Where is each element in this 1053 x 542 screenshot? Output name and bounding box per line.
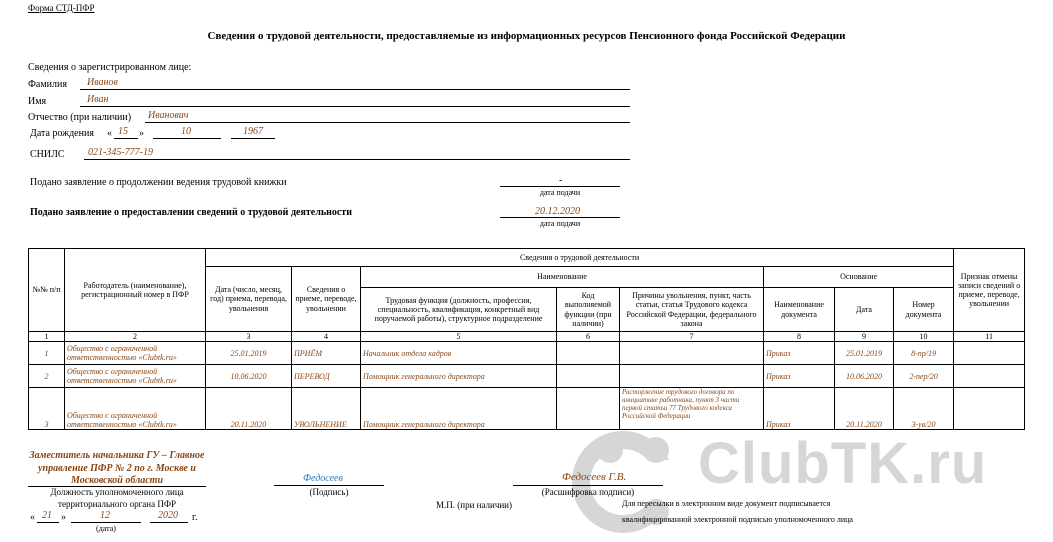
column-number: 8 <box>764 332 835 342</box>
stamp-label: М.П. (при наличии) <box>436 500 512 510</box>
sign-date-caption: (дата) <box>96 524 116 533</box>
header-code: Код выполняемой функции (при наличии) <box>557 288 620 332</box>
surname-value: Иванов <box>87 77 118 88</box>
sign-date-day: 21 <box>42 510 52 521</box>
row-doc-name: Приказ <box>764 342 835 365</box>
header-group: Сведения о трудовой деятельности <box>206 249 954 267</box>
column-numbers-row <box>29 332 1025 342</box>
sign-date-year: 2020 <box>158 510 178 521</box>
patronymic-label: Отчество (при наличии) <box>28 112 132 123</box>
dob-day: 15 <box>118 126 128 137</box>
position-caption-1: Должность уполномоченного лица <box>50 487 184 497</box>
header-basis-group: Основание <box>764 267 954 288</box>
row-event: УВОЛЬНЕНИЕ <box>292 388 361 430</box>
row-date: 10.06.2020 <box>206 365 292 388</box>
person-section-label: Сведения о зарегистрированном лице: <box>28 62 192 73</box>
row-reason: Расторжение трудового договора по инициативе работника, пункт 3 части первой статьи 77 Трудового кодекса Российской Федерации <box>620 388 764 430</box>
provide-application-value: 20.12.2020 <box>535 206 580 217</box>
row-employer: Общество с ограниченной ответственностью «Clubtk.ru» <box>65 388 206 430</box>
surname-label: Фамилия <box>28 79 67 90</box>
table-row <box>29 365 1025 388</box>
row-doc-number: 2-пер/20 <box>894 365 954 388</box>
row-doc-name: Приказ <box>764 365 835 388</box>
column-number: 2 <box>65 332 206 342</box>
dob-label: Дата рождения <box>30 128 94 139</box>
row-reason <box>620 365 764 388</box>
provide-application-label: Подано заявление о предоставлении сведений о трудовой деятельности <box>30 207 352 218</box>
column-number: 5 <box>361 332 557 342</box>
row-reason <box>620 342 764 365</box>
header-employer: Работодатель (наименование), регистрационный номер в ПФР <box>65 249 206 332</box>
electronic-note-2: квалифицированной электронной подписью уполномоченного лица <box>622 515 853 524</box>
dob-close-quote: » <box>139 128 144 139</box>
dob-month: 10 <box>181 126 191 137</box>
row-doc-number: 3-ув/20 <box>894 388 954 430</box>
date-close-quote: » <box>61 512 66 523</box>
date-open-quote: « <box>30 512 35 523</box>
header-function: Трудовая функция (должность, профессия, специальность, квалификация, конкретный вид поручаемой работы), структурное подразделение <box>361 288 557 332</box>
signature-decode-caption: (Расшифровка подписи) <box>541 487 635 497</box>
continue-application-value: - <box>559 175 563 186</box>
row-cancel <box>954 365 1025 388</box>
header-doc-date: Дата <box>835 288 894 332</box>
sign-date-month: 12 <box>100 510 110 521</box>
dob-year: 1967 <box>243 126 263 137</box>
snils-label: СНИЛС <box>30 149 65 160</box>
row-code <box>557 342 620 365</box>
signature-caption: (Подпись) <box>309 487 349 497</box>
form-name: Форма СТД-ПФР <box>28 3 95 13</box>
header-date: Дата (число, месяц, год) приема, перевода, увольнения <box>206 267 292 332</box>
document-title: Сведения о трудовой деятельности, предоставляемые из информационных ресурсов Пенсионного фонда Российской Федерации <box>207 30 846 42</box>
column-number: 6 <box>557 332 620 342</box>
continue-application-caption: дата подачи <box>539 188 581 197</box>
column-number: 11 <box>954 332 1025 342</box>
column-number: 1 <box>29 332 65 342</box>
column-number: 9 <box>835 332 894 342</box>
row-doc-date: 10.06.2020 <box>835 365 894 388</box>
header-reason: Причины увольнения, пункт, часть статьи, статья Трудового кодекса Российской Федерации, федерального закона <box>620 288 764 332</box>
row-doc-name: Приказ <box>764 388 835 430</box>
snils-value: 021-345-777-19 <box>88 147 153 158</box>
row-date: 25.01.2019 <box>206 342 292 365</box>
header-event: Сведения о приеме, переводе, увольнении <box>292 267 361 332</box>
row-cancel <box>954 342 1025 365</box>
row-num: 1 <box>29 342 65 365</box>
watermark-text: ClubTK.ru <box>698 431 988 496</box>
header-doc-number: Номер документа <box>894 288 954 332</box>
row-function: Начальник отдела кадров <box>361 342 557 365</box>
sign-date-suffix: г. <box>192 512 198 523</box>
row-event: ПЕРЕВОД <box>292 365 361 388</box>
row-date: 20.11.2020 <box>206 388 292 430</box>
table-row <box>29 342 1025 365</box>
name-value: Иван <box>87 94 109 105</box>
signer-position: Заместитель начальника ГУ – Главное управление ПФР № 2 по г. Москве и Московской области <box>29 450 205 486</box>
electronic-note-1: Для пересылки в электронном виде документ подписывается <box>622 499 831 508</box>
row-function: Помощник генерального директора <box>361 365 557 388</box>
name-label: Имя <box>28 96 47 107</box>
header-naming-group: Наименование <box>361 267 764 288</box>
column-number: 4 <box>292 332 361 342</box>
signature-decode: Федосеев Г.В. <box>562 471 627 483</box>
signature-value: Федосеев <box>303 473 343 484</box>
row-employer: Общество с ограниченной ответственностью «Clubtk.ru» <box>65 342 206 365</box>
column-number: 10 <box>894 332 954 342</box>
row-event: ПРИЁМ <box>292 342 361 365</box>
provide-application-caption: дата подачи <box>539 219 581 228</box>
header-num: №№ п/п <box>29 249 65 332</box>
position-caption-2: территориального органа ПФР <box>58 499 176 509</box>
row-doc-date: 20.11.2020 <box>835 388 894 430</box>
row-num: 2 <box>29 365 65 388</box>
continue-application-label: Подано заявление о продолжении ведения трудовой книжки <box>30 177 287 188</box>
row-function: Помощник генерального директора <box>361 388 557 430</box>
row-employer: Общество с ограниченной ответственностью «Clubtk.ru» <box>65 365 206 388</box>
column-number: 3 <box>206 332 292 342</box>
row-num: 3 <box>29 388 65 430</box>
dob-open-quote: « <box>107 128 112 139</box>
row-code <box>557 365 620 388</box>
header-doc-name: Наименование документа <box>764 288 835 332</box>
column-number: 7 <box>620 332 764 342</box>
row-doc-date: 25.01.2019 <box>835 342 894 365</box>
row-doc-number: 8-пр/19 <box>894 342 954 365</box>
patronymic-value: Иванович <box>148 110 189 121</box>
work-activity-table <box>28 248 1025 430</box>
header-cancel: Признак отмены записи сведений о приеме, переводе, увольнении <box>954 249 1025 332</box>
